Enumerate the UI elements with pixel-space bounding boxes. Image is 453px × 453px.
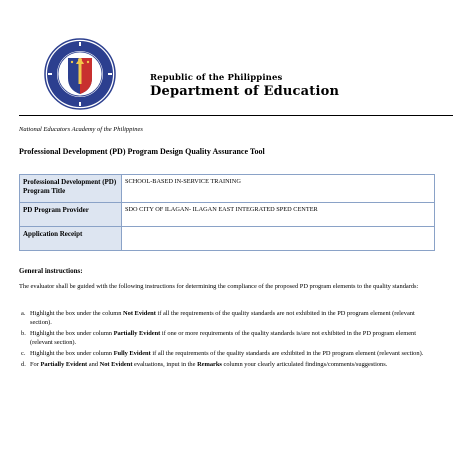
- instruction-text: Highlight the box under column: [30, 330, 114, 337]
- academy-name: National Educators Academy of the Philippines: [19, 126, 143, 133]
- instruction-text: Highlight the box under column: [30, 350, 114, 357]
- republic-text: Republic of the Philippines: [150, 73, 283, 83]
- deped-seal: [44, 38, 116, 110]
- list-marker: a.: [21, 310, 26, 317]
- list-item: [19, 309, 424, 327]
- program-provider-label: PD Program Provider: [20, 203, 122, 227]
- header-divider: [19, 115, 453, 116]
- department-text: Department of Education: [150, 84, 340, 99]
- program-title-value: SCHOOL-BASED IN-SERVICE TRAINING: [122, 175, 435, 203]
- program-title-label: Professional Development (PD) Program Title: [20, 175, 122, 203]
- instructions-heading: General instructions:: [19, 267, 83, 275]
- document-title: Professional Development (PD) Program Design Quality Assurance Tool: [19, 147, 265, 156]
- instruction-text: For: [30, 361, 41, 368]
- instruction-keyword: Partially Evident: [113, 330, 161, 337]
- instruction-keyword: Remarks: [197, 361, 222, 368]
- instruction-keyword: Fully Evident: [113, 350, 151, 357]
- list-item: [19, 329, 424, 347]
- table-row: [20, 227, 435, 251]
- list-marker: c.: [21, 350, 26, 357]
- deped-seal-graphic: [44, 38, 116, 110]
- application-receipt-label: Application Receipt: [20, 227, 122, 251]
- list-marker: d.: [21, 361, 26, 368]
- instruction-text: if all the requirements of the quality standards are exhibited in the PD program element (relevant section).: [150, 350, 424, 357]
- table-row: [20, 175, 435, 203]
- application-receipt-value: [122, 227, 435, 251]
- instruction-text: if all the requirements of the quality standards are not exhibited in the PD program element (relevant section).: [30, 310, 415, 326]
- program-info-table: [19, 174, 435, 251]
- instruction-text: and: [87, 361, 100, 368]
- instructions-intro: The evaluator shall be guided with the following instructions for determining the compliance of the proposed PD program elements to the quality standards:: [19, 283, 419, 290]
- table-row: [20, 203, 435, 227]
- instruction-keyword: Not Evident: [99, 361, 133, 368]
- program-provider-value: SDO CITY OF ILAGAN- ILAGAN EAST INTEGRATED SPED CENTER: [122, 203, 435, 227]
- instructions-list: [19, 309, 424, 371]
- instruction-keyword: Partially Evident: [40, 361, 88, 368]
- instruction-text: evaluations, input in the: [132, 361, 198, 368]
- list-item: [19, 349, 424, 358]
- list-item: [19, 360, 424, 369]
- instruction-text: if one or more requirements of the quality standards is/are not exhibited in the PD program element (relevant section).: [30, 330, 417, 346]
- list-marker: b.: [21, 330, 26, 337]
- instruction-text: column your clearly articulated findings/comments/suggestions.: [221, 361, 388, 368]
- instruction-text: Highlight the box under the column: [30, 310, 124, 317]
- instruction-keyword: Not Evident: [123, 310, 156, 317]
